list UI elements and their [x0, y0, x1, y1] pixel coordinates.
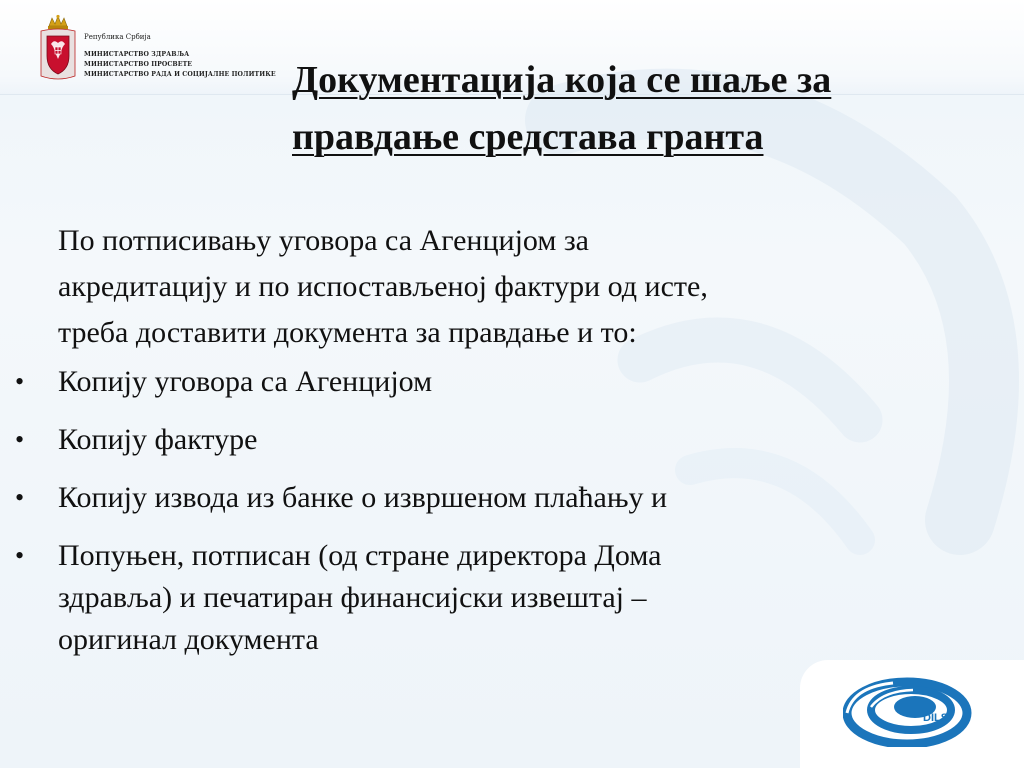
title-line: Документација која се шаље за: [292, 59, 832, 101]
document-list: [0, 361, 960, 661]
list-item-text: Копију извода из банке о извршеном плаћању и: [58, 481, 668, 514]
ministry-education: МИНИСТАРСТВО ПРОСВЕТЕ: [84, 61, 193, 68]
list-item: [0, 419, 960, 461]
list-item-text: здравља) и печатиран финансијски извештај –: [58, 581, 647, 614]
bullet-icon: •: [15, 541, 25, 570]
list-item-text: Попуњен, потписан (од стране директора Дома: [58, 539, 662, 572]
list-item-text: Копију фактуре: [58, 423, 258, 456]
bullet-icon: •: [15, 367, 25, 396]
slide-title: [292, 52, 992, 166]
intro-paragraph: [58, 218, 960, 356]
brand-name: DILS: [923, 712, 949, 724]
intro-line: акредитацију и по испостављеној фактури од исте,: [58, 270, 708, 303]
intro-line: По потписивању уговора са Агенцијом за: [58, 224, 589, 257]
slide-body: [0, 218, 960, 677]
list-item: [0, 361, 960, 403]
ministry-names: [84, 32, 276, 80]
list-item-text: Копију уговора са Агенцијом: [58, 365, 433, 398]
ministry-labour: МИНИСТАРСТВО РАДА И СОЦИЈАЛНЕ ПОЛИТИКЕ: [84, 71, 276, 78]
serbia-coat-of-arms-icon: [38, 14, 78, 84]
list-item: [0, 535, 960, 661]
list-item: [0, 477, 960, 519]
title-line: правдање средстава гранта: [292, 116, 764, 158]
list-item-text: оригинал документа: [58, 623, 319, 656]
bullet-icon: •: [15, 425, 25, 454]
country-name: Република Србија: [84, 33, 151, 41]
dils-logo-icon: [843, 677, 985, 747]
ministry-health: МИНИСТАРСТВО ЗДРАВЉА: [84, 51, 190, 58]
ministry-logo-block: [38, 14, 278, 86]
bullet-icon: •: [15, 483, 25, 512]
intro-line: треба доставити документа за правдање и то:: [58, 316, 637, 349]
